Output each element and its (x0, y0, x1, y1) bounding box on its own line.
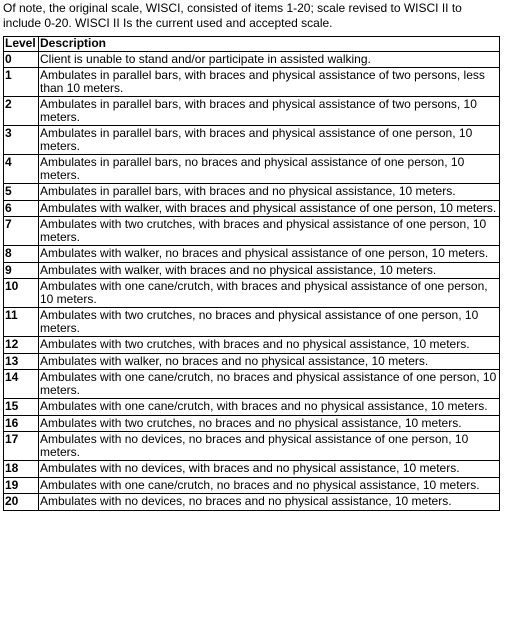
level-cell: 11 (4, 308, 39, 337)
level-cell: 17 (4, 432, 39, 461)
level-cell: 3 (4, 126, 39, 155)
description-cell: Ambulates with walker, with braces and no physical assistance, 10 meters. (39, 262, 500, 279)
description-cell: Ambulates with one cane/crutch, with braces and physical assistance of one person, 10 meters. (39, 279, 500, 308)
description-cell: Ambulates with two crutches, no braces and physical assistance of one person, 10 meters. (39, 308, 500, 337)
level-cell: 13 (4, 353, 39, 370)
level-cell: 5 (4, 184, 39, 201)
description-cell: Ambulates with walker, no braces and physical assistance of one person, 10 meters. (39, 246, 500, 263)
level-cell: 4 (4, 155, 39, 184)
description-cell: Ambulates with one cane/crutch, with braces and no physical assistance, 10 meters. (39, 399, 500, 416)
table-row (4, 399, 500, 416)
table-row (4, 217, 500, 246)
table-row (4, 308, 500, 337)
level-cell: 15 (4, 399, 39, 416)
level-cell: 7 (4, 217, 39, 246)
description-cell: Ambulates in parallel bars, with braces and no physical assistance, 10 meters. (39, 184, 500, 201)
description-cell: Ambulates in parallel bars, with braces and physical assistance of two persons, 10 meters. (39, 97, 500, 126)
level-cell: 9 (4, 262, 39, 279)
level-cell: 8 (4, 246, 39, 263)
level-cell: 18 (4, 461, 39, 478)
column-header-description: Description (39, 37, 500, 52)
level-cell: 16 (4, 415, 39, 432)
description-cell: Ambulates in parallel bars, with braces and physical assistance of two persons, less than 10 meters. (39, 68, 500, 97)
table-row (4, 337, 500, 354)
level-cell: 0 (4, 51, 39, 68)
description-cell: Ambulates with walker, no braces and no physical assistance, 10 meters. (39, 353, 500, 370)
table-row (4, 97, 500, 126)
table-row (4, 262, 500, 279)
table-row (4, 353, 500, 370)
table-row (4, 494, 500, 511)
column-header-level: Level (4, 37, 39, 52)
level-cell: 20 (4, 494, 39, 511)
table-body (4, 51, 500, 510)
description-cell: Ambulates with no devices, no braces and physical assistance of one person, 10 meters. (39, 432, 500, 461)
table-row (4, 246, 500, 263)
wisci-scale-table (3, 36, 500, 511)
table-row (4, 126, 500, 155)
table-row (4, 279, 500, 308)
level-cell: 19 (4, 477, 39, 494)
description-cell: Ambulates with one cane/crutch, no braces and no physical assistance, 10 meters. (39, 477, 500, 494)
description-cell: Ambulates with two crutches, no braces and no physical assistance, 10 meters. (39, 415, 500, 432)
table-row (4, 200, 500, 217)
table-header-row (4, 37, 500, 52)
description-cell: Ambulates with two crutches, with braces and physical assistance of one person, 10 meters. (39, 217, 500, 246)
table-row (4, 432, 500, 461)
level-cell: 6 (4, 200, 39, 217)
table-row (4, 461, 500, 478)
table-row (4, 51, 500, 68)
description-cell: Client is unable to stand and/or participate in assisted walking. (39, 51, 500, 68)
table-row (4, 415, 500, 432)
description-cell: Ambulates with walker, with braces and physical assistance of one person, 10 meters. (39, 200, 500, 217)
intro-note: Of note, the original scale, WISCI, consisted of items 1-20; scale revised to WISCI II to include 0-20. WISCI II Is the current used and accepted scale. (3, 1, 462, 30)
table-row (4, 370, 500, 399)
description-cell: Ambulates with one cane/crutch, no braces and physical assistance of one person, 10 meters. (39, 370, 500, 399)
level-cell: 2 (4, 97, 39, 126)
level-cell: 1 (4, 68, 39, 97)
level-cell: 10 (4, 279, 39, 308)
table-row (4, 477, 500, 494)
level-cell: 14 (4, 370, 39, 399)
table-row (4, 184, 500, 201)
level-cell: 12 (4, 337, 39, 354)
table-row (4, 68, 500, 97)
description-cell: Ambulates with no devices, with braces and no physical assistance, 10 meters. (39, 461, 500, 478)
description-cell: Ambulates with no devices, no braces and no physical assistance, 10 meters. (39, 494, 500, 511)
description-cell: Ambulates with two crutches, with braces and no physical assistance, 10 meters. (39, 337, 500, 354)
table-row (4, 155, 500, 184)
description-cell: Ambulates in parallel bars, with braces and physical assistance of one person, 10 meters. (39, 126, 500, 155)
description-cell: Ambulates in parallel bars, no braces and physical assistance of one person, 10 meters. (39, 155, 500, 184)
